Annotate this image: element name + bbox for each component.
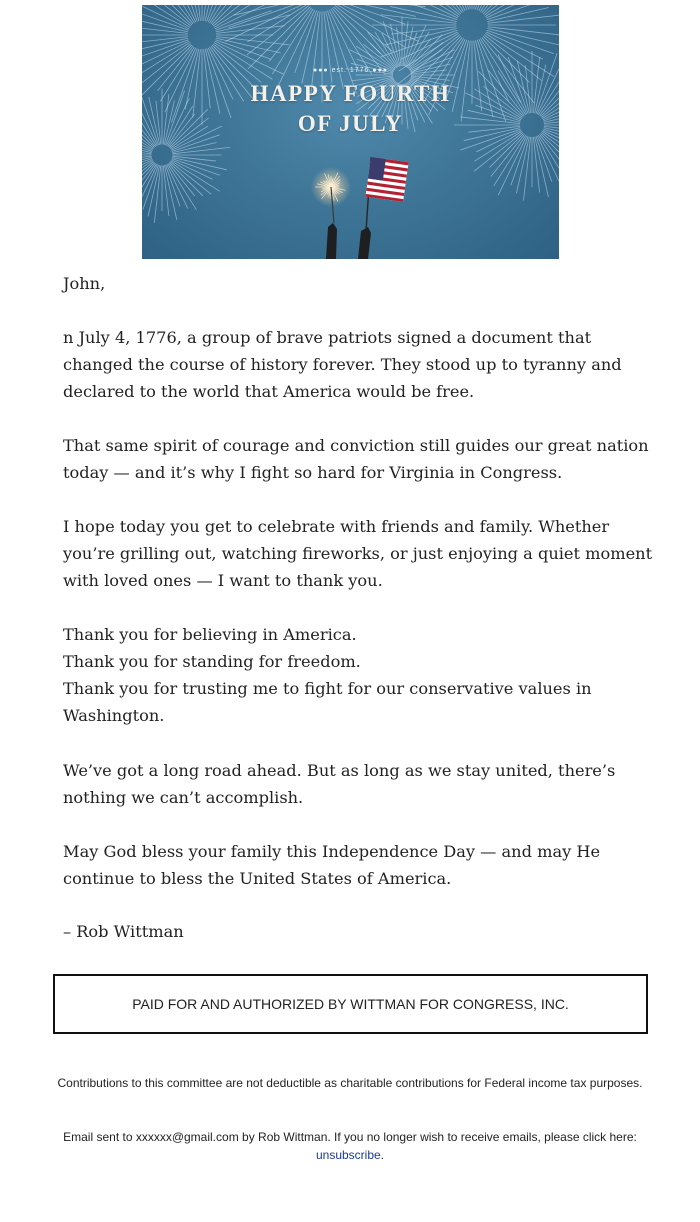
firework-streak bbox=[401, 32, 458, 59]
fourth-of-july-banner bbox=[142, 5, 559, 259]
firework-streak bbox=[225, 5, 307, 42]
firework-streak bbox=[486, 32, 543, 59]
body-paragraph: I hope today you get to celebrate with friends and family. Whether you’re grilling out, watching fireworks, or just enjoying a quiet moment with loved ones — I want to thank you. bbox=[63, 517, 653, 590]
hand-right bbox=[358, 227, 371, 259]
firework-streak bbox=[142, 158, 152, 177]
unsubscribe-link[interactable]: unsubscribe bbox=[315, 1148, 381, 1162]
banner-title-line1: HAPPY FOURTH bbox=[250, 81, 451, 106]
email-notice bbox=[50, 1128, 650, 1164]
thank-you-list bbox=[63, 621, 653, 729]
firework-streak bbox=[490, 133, 524, 167]
thank-you-line: Thank you for trusting me to fight for our conservative values in Washington. bbox=[63, 679, 592, 725]
greeting: John, bbox=[63, 274, 106, 293]
hand-left bbox=[326, 223, 337, 259]
thank-you-line: Thank you for believing in America. bbox=[63, 625, 357, 644]
email-notice-text: Email sent to xxxxxx@gmail.com by Rob Wittman. If you no longer wish to receive emails, please click here: bbox=[63, 1130, 637, 1144]
banner-title-line2: OF JULY bbox=[297, 111, 404, 136]
unsubscribe-suffix: . bbox=[380, 1148, 385, 1162]
firework-streak bbox=[142, 19, 188, 32]
firework-streak bbox=[487, 5, 554, 20]
signature: – Rob Wittman bbox=[63, 922, 184, 941]
firework-streak bbox=[167, 164, 188, 208]
body-paragraph: We’ve got a long road ahead. But as long as we stay united, there’s nothing we can’t accomplish. bbox=[63, 761, 616, 807]
firework-streak bbox=[142, 5, 189, 29]
firework-streak bbox=[295, 11, 317, 73]
american-flag-icon bbox=[365, 157, 408, 202]
firework-streak bbox=[329, 10, 359, 72]
contributions-note: Contributions to this committee are not deductible as charitable contributions for Federal income tax purposes. bbox=[57, 1076, 643, 1090]
firework-streak bbox=[536, 136, 552, 181]
body-paragraph: May God bless your family this Independence Day — and may He continue to bless the United States of America. bbox=[63, 842, 601, 888]
body-paragraph: n July 4, 1776, a group of brave patriots signed a document that changed the course of history forever. They stood up to tyranny and declared to the world that America would be free. bbox=[63, 328, 622, 401]
firework-streak bbox=[269, 8, 312, 62]
firework-streak bbox=[169, 163, 195, 196]
paid-for-text: PAID FOR AND AUTHORIZED BY WITTMAN FOR CONGRESS, INC. bbox=[132, 996, 569, 1012]
firework-streak bbox=[537, 136, 559, 185]
firework-streak bbox=[171, 160, 212, 180]
firework-streak bbox=[488, 27, 559, 37]
firework-streak bbox=[142, 37, 188, 46]
firework-streak bbox=[410, 5, 459, 15]
firework-streak bbox=[278, 10, 315, 87]
firework-streak bbox=[485, 5, 558, 17]
firework-streak bbox=[338, 5, 416, 16]
paid-for-disclaimer bbox=[53, 974, 648, 1034]
body-paragraph: That same spirit of courage and conviction still guides our great nation today — and it’s why I fight so hard for Virginia in Congress. bbox=[63, 436, 649, 482]
thank-you-line: Thank you for standing for freedom. bbox=[63, 652, 361, 671]
banner-est-label: ●●● est. 1776 ●●● bbox=[312, 67, 389, 74]
